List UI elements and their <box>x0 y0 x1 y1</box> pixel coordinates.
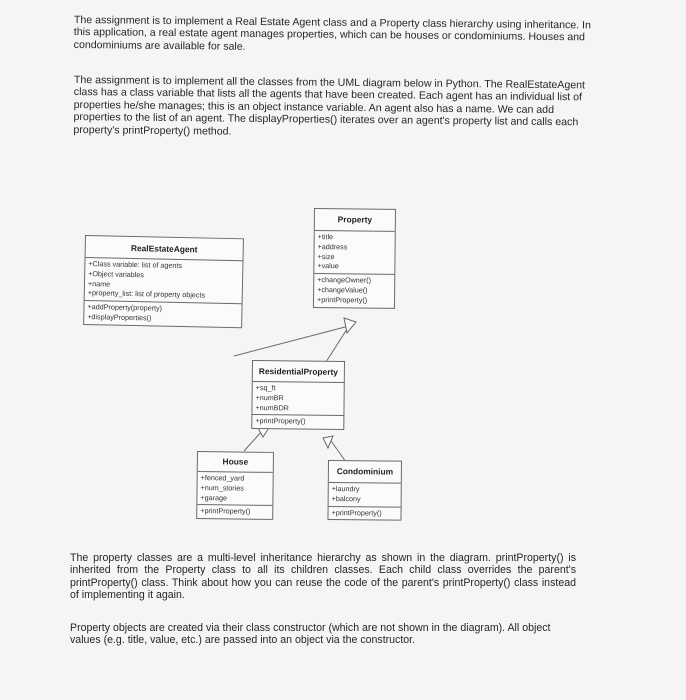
hierarchy-paragraph: The property classes are a multi-level inheritance hierarchy as shown in the diagram. printProperty() is inherited from the Property class to all its children classes. Each child class overrides the parent's printProperty() class. Think about how you can reuse the code of the parent's printProperty() class instead of implementing it again. <box>70 552 576 602</box>
class-name: Condominium <box>329 461 401 484</box>
attributes-section <box>252 382 343 416</box>
methods-section <box>252 415 343 429</box>
method: +printProperty() <box>255 416 306 426</box>
edge-residential-to-property <box>234 326 349 356</box>
attributes-section <box>314 231 394 275</box>
attribute: +fenced_yard <box>200 473 245 483</box>
class-real-estate-agent <box>83 235 244 328</box>
attribute: +size <box>317 251 335 261</box>
attribute: +name <box>87 278 111 289</box>
methods-section <box>314 274 394 307</box>
method: +printProperty() <box>331 507 382 518</box>
class-name: Property <box>315 209 395 232</box>
method: +addProperty(property) <box>87 302 163 313</box>
attribute: +numBDR <box>255 402 289 412</box>
attributes-section <box>329 483 401 507</box>
method: +changeValue() <box>317 285 368 295</box>
methods-section <box>328 507 400 520</box>
attribute: +title <box>317 232 334 242</box>
methods-section <box>84 301 241 327</box>
assignment-paragraph: The assignment is to implement all the classes from the UML diagram below in Python. The RealEstateAgent class has a class variable that lists all the agents that have been created. Each agent has an individual list of properties he/she manages; this is an object instance variable. An agent also has a name. We can add properties to the list of an agent. The displayProperties() iterates over an agent's property list and calls each property's printProperty() method. <box>73 74 586 138</box>
edge-condo-to-residential <box>329 438 346 462</box>
attribute: +numBR <box>255 392 284 403</box>
attribute: +sq_ft <box>255 383 276 393</box>
edge-house-to-residential <box>244 430 263 451</box>
intro-paragraph: The assignment is to implement a Real Estate Agent class and a Property class hierarchy using inheritance. In this application, a real estate agent manages properties, which can be houses or condominiums. Houses and condominiums are available for sale. <box>73 14 591 53</box>
attribute: +balcony <box>331 493 361 504</box>
methods-section <box>197 505 272 519</box>
attributes-section <box>197 472 272 506</box>
attribute: +value <box>317 261 339 271</box>
class-name: RealEstateAgent <box>86 236 243 261</box>
constructors-paragraph: Property objects are created via their class constructor (which are not shown in the diagram). All object values (e.g. title, value, etc.) are passed into an object via the constructor. <box>70 622 551 647</box>
attribute: +Object variables <box>88 268 145 280</box>
method: +printProperty() <box>200 506 251 517</box>
class-house <box>196 451 274 520</box>
attribute: +num_stories <box>200 482 244 493</box>
class-name: House <box>198 452 273 473</box>
attributes-section <box>85 258 243 304</box>
class-property <box>313 208 396 308</box>
attribute: +property_list: list of property objects <box>87 288 206 300</box>
class-residential-property <box>251 360 345 430</box>
attribute: +laundry <box>331 484 360 494</box>
class-condominium <box>327 460 402 521</box>
attribute: +garage <box>200 492 228 502</box>
attribute: +Class variable: list of agents <box>88 259 183 271</box>
method: +displayProperties() <box>87 312 152 323</box>
attribute: +address <box>317 241 348 252</box>
method: +printProperty() <box>316 294 368 305</box>
class-name: ResidentialProperty <box>253 361 344 383</box>
method: +changeOwner() <box>317 275 372 285</box>
